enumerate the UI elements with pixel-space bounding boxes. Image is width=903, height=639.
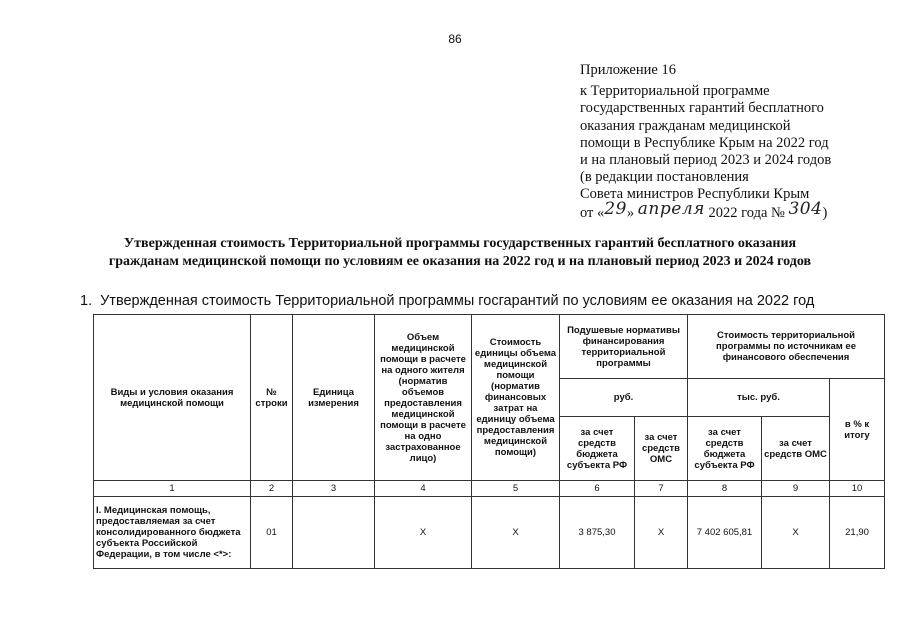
- row-volume: X: [375, 497, 472, 569]
- funding-table: [93, 314, 885, 569]
- row-unit-cost: X: [472, 497, 560, 569]
- header-percent: в % к итогу: [830, 379, 885, 481]
- header-rub: руб.: [560, 379, 688, 417]
- heading-line: гражданам медицинской помощи по условиям ее оказания на 2022 год и на плановый период 2023 и 2024 годов: [108, 253, 812, 269]
- column-index: 6: [560, 481, 635, 497]
- resolution-date-line: [580, 198, 831, 222]
- column-index-row: [94, 481, 885, 497]
- section-number: 1.: [80, 293, 93, 309]
- column-index: 10: [830, 481, 885, 497]
- row-total-budget: 7 402 605,81: [688, 497, 762, 569]
- row-total-oms: X: [762, 497, 830, 569]
- year-text: 2022 года №: [708, 204, 785, 221]
- column-index: 7: [635, 481, 688, 497]
- column-index: 3: [293, 481, 375, 497]
- header-line-number: № строки: [251, 315, 293, 481]
- handwritten-day: 29: [604, 198, 627, 219]
- quote-close: »: [626, 204, 635, 221]
- appendix-title: Приложение 16: [580, 62, 676, 78]
- section-text: Утвержденная стоимость Территориальной программы госгарантий по условиям ее оказания на 2022 год: [100, 293, 815, 309]
- column-index: 9: [762, 481, 830, 497]
- row-unit: [293, 497, 375, 569]
- header-total-oms: за счет средств ОМС: [762, 417, 830, 481]
- row-line-number: 01: [251, 497, 293, 569]
- column-index: 4: [375, 481, 472, 497]
- appendix-line: Совета министров Республики Крым: [580, 186, 810, 203]
- column-index: 2: [251, 481, 293, 497]
- heading-line: Утвержденная стоимость Территориальной программы государственных гарантий бесплатного оказания: [123, 236, 797, 251]
- header-unit-cost: Стоимость единицы объема медицинской помощи (норматив финансовых затрат на единицу объема предоставления медицинской помощи): [472, 315, 560, 481]
- column-index: 8: [688, 481, 762, 497]
- header-per-capita-group: Подушевые нормативы финансирования территориальной программы: [560, 315, 688, 379]
- appendix-line: к Территориальной программе: [580, 83, 770, 100]
- table-row: [94, 497, 885, 569]
- appendix-line: оказания гражданам медицинской: [580, 117, 791, 134]
- column-index: 5: [472, 481, 560, 497]
- appendix-line: помощи в Республике Крым на 2022 год: [580, 134, 829, 151]
- column-index: 1: [94, 481, 251, 497]
- row-percent: 21,90: [830, 497, 885, 569]
- handwritten-month: апреля: [637, 198, 705, 219]
- date-prefix: от «: [580, 204, 605, 221]
- header-total-budget: за счет средств бюджета субъекта РФ: [688, 417, 762, 481]
- row-per-capita-oms: X: [635, 497, 688, 569]
- header-per-capita-oms: за счет средств ОМС: [635, 417, 688, 481]
- header-thous-rub: тыс. руб.: [688, 379, 830, 417]
- appendix-line: и на плановый период 2023 и 2024 годов: [580, 152, 832, 169]
- row-name: I. Медицинская помощь, предоставляемая за счет консолидированного бюджета субъекта Российской Федерации, в том числе <*>:: [94, 497, 251, 569]
- close-paren: ): [822, 204, 828, 221]
- appendix-line: государственных гарантий бесплатного: [580, 100, 824, 117]
- page-number: 86: [448, 32, 462, 46]
- appendix-line: (в редакции постановления: [580, 169, 749, 186]
- header-per-capita-budget: за счет средств бюджета субъекта РФ: [560, 417, 635, 481]
- handwritten-number: 304: [788, 198, 823, 219]
- document-heading: [60, 235, 860, 270]
- header-volume: Объем медицинской помощи в расчете на одного жителя (норматив объемов предоставления медицинской помощи в расчете на одно застрахованное лицо): [375, 315, 472, 481]
- header-types-conditions: Виды и условия оказания медицинской помощи: [94, 315, 251, 481]
- header-program-cost-group: Стоимость территориальной программы по источникам ее финансового обеспечения: [688, 315, 885, 379]
- header-unit: Единица измерения: [293, 315, 375, 481]
- section-title: [80, 293, 814, 309]
- appendix-block: [580, 62, 831, 222]
- row-per-capita-budget: 3 875,30: [560, 497, 635, 569]
